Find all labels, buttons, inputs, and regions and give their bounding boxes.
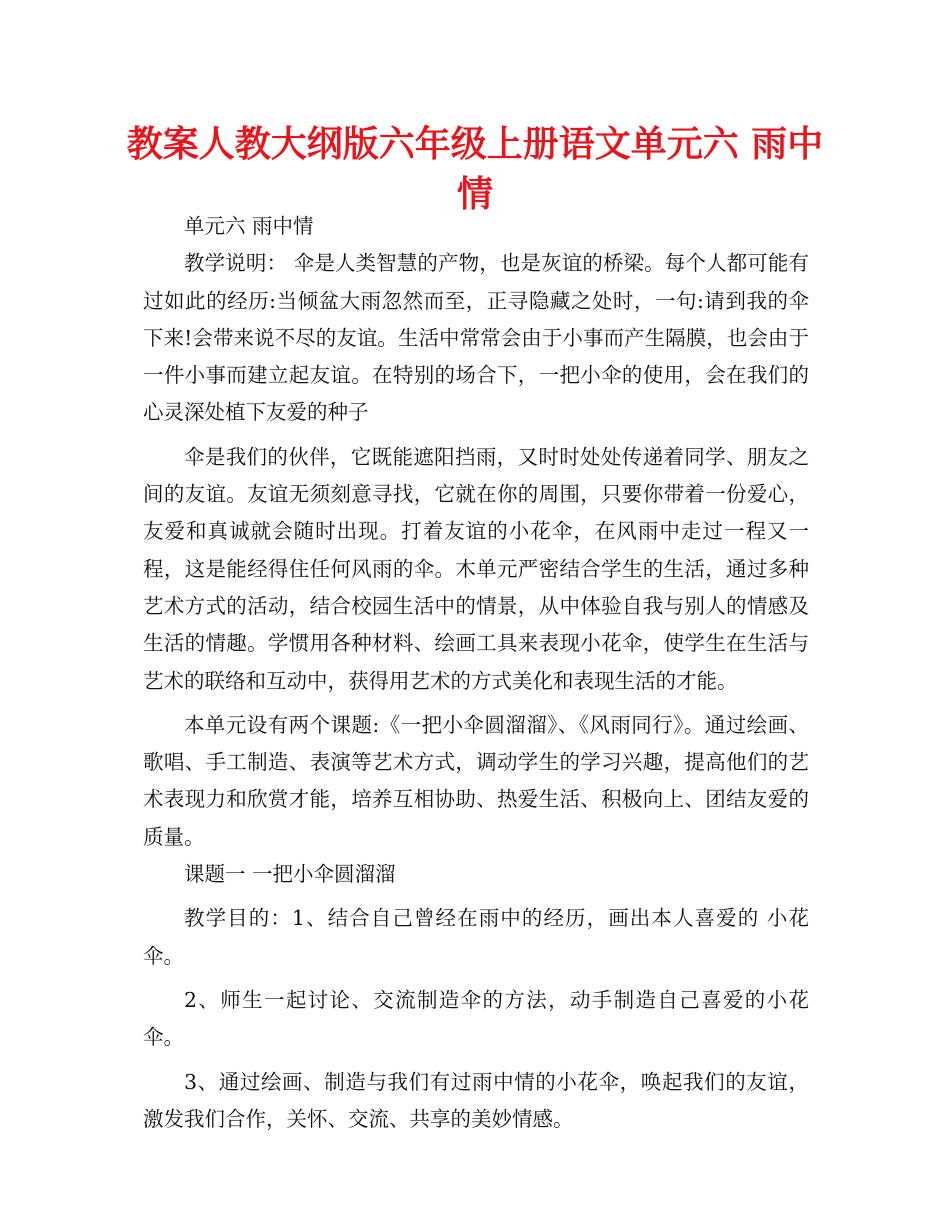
paragraph-umbrella-partner: 伞是我们的伙伴，它既能遮阳挡雨，又时时处处传递着同学、朋友之间的友谊。友谊无须刻意寻找，它就在你的周围，只要你带着一份爱心，友爱和真诚就会随时出现。打着友谊的小花伞，在风雨中走过一程又一程，这是能经得住任何风雨的伞。木单元严密结合学生的生活，通过多种艺术方式的活动，结合校园生活中的情景，从中体验自我与别人的情感及生活的情趣。学惯用各种材料、绘画工具来表现小花伞，使学生在生活与艺术的联络和互动中，获得用艺术的方式美化和表现生活的才能。 bbox=[143, 444, 809, 693]
document-title: 教案人教大纲版六年级上册语文单元六 雨中情 bbox=[126, 124, 824, 215]
document-body bbox=[143, 208, 809, 1138]
paragraph-unit-topics: 本单元设有两个课题:《一把小伞圆溜溜》、《风雨同行》。通过绘画、歌唱、手工制造、表演等艺术方式，调动学生的学习兴趣，提高他们的艺术表现力和欣赏才能，培养互相协助、热爱生活、积极向上、团结友爱的质量。 bbox=[143, 712, 809, 849]
teaching-goal-1: 教学目的：1、结合自己曾经在雨中的经历，画出本人喜爱的 小花伞。 bbox=[143, 906, 809, 968]
paragraph-teaching-notes: 教学说明： 伞是人类智慧的产物，也是灰谊的桥梁。每个人都可能有过如此的经历:当倾盆大雨忽然而至，正寻隐藏之处时，一句:请到我的伞下来!会带来说不尽的友谊。生活中常常会由于小事而产生隔膜，也会由于一件小事而建立起友谊。在特别的场合下，一把小伞的使用，会在我们的心灵深处植下友爱的种子 bbox=[143, 251, 809, 425]
lesson-heading: 课题一 一把小伞圆溜溜 bbox=[184, 862, 396, 887]
teaching-goal-2: 2、师生一起讨论、交流制造伞的方法，动手制造自己喜爱的小花伞。 bbox=[143, 987, 809, 1050]
teaching-goal-3: 3、通过绘画、制造与我们有过雨中情的小花伞，唤起我们的友谊，激发我们合作，关怀、交流、共享的美妙情感。 bbox=[143, 1069, 809, 1131]
section-heading: 单元六 雨中情 bbox=[184, 214, 314, 238]
